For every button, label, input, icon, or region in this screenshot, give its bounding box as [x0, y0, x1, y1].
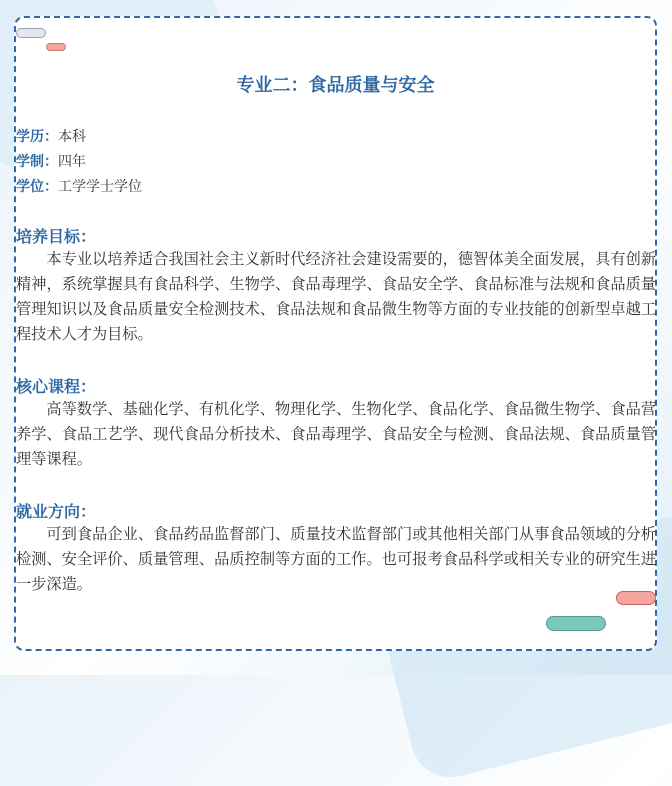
decor-pill-teal: [546, 616, 606, 631]
info-duration-value: 四年: [58, 154, 86, 170]
section-heading-goal: 培养目标：: [16, 227, 97, 246]
info-education-value: 本科: [58, 129, 86, 145]
decor-pill-pink-small: [46, 43, 66, 51]
section-heading-courses: 核心课程：: [16, 377, 97, 396]
section-body-career: 可到食品企业、食品药品监督部门、质量技术监督部门或其他相关部门从事食品领域的分析检测、安全评价、质量管理、品质控制等方面的工作。也可报考食品科学或相关专业的研究生进一步深造。: [16, 525, 656, 593]
info-degree: [16, 176, 142, 196]
info-education: [16, 126, 86, 146]
decor-pill-grey: [16, 28, 46, 38]
info-degree-label: 学位：: [16, 179, 58, 195]
info-degree-value: 工学学士学位: [58, 179, 142, 195]
page-title: 专业二：食品质量与安全: [236, 75, 435, 96]
section-body-goal: 本专业以培养适合我国社会主义新时代经济社会建设需要的，德智体美全面发展，具有创新精神，系统掌握具有食品科学、生物学、食品毒理学、食品安全学、食品标准与法规和食品质量管理知识以及食品质量安全检测技术、食品法规和食品微生物等方面的专业技能的创新型卓越工程技术人才为目标。: [16, 250, 656, 343]
info-duration: [16, 151, 86, 171]
info-education-label: 学历：: [16, 129, 58, 145]
section-body-courses: 高等数学、基础化学、有机化学、物理化学、生物化学、食品化学、食品微生物学、食品营养学、食品工艺学、现代食品分析技术、食品毒理学、食品安全与检测、食品法规、食品质量管理等课程。: [16, 400, 656, 468]
section-heading-career: 就业方向：: [16, 502, 97, 521]
info-duration-label: 学制：: [16, 154, 58, 170]
